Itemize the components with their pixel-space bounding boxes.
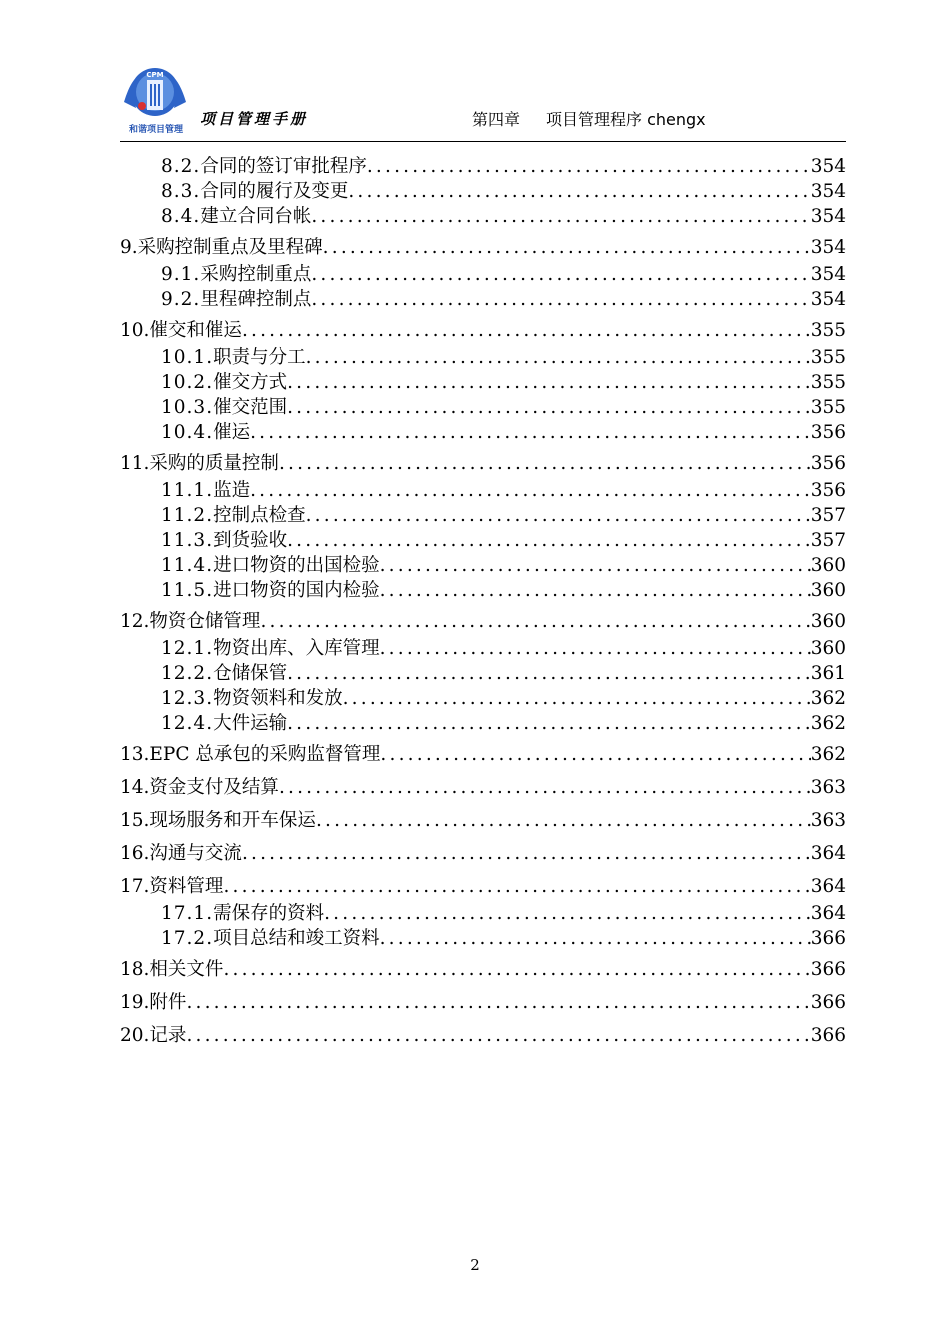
- toc-leader-dots: [260, 608, 810, 636]
- toc-entry-title: 里程碑控制点: [200, 289, 312, 310]
- toc-entry[interactable]: [120, 636, 846, 661]
- toc-entry-page: 360: [810, 555, 846, 576]
- toc-leader-dots: [348, 179, 810, 204]
- toc-entry-title: 合同的履行及变更: [200, 181, 349, 202]
- toc-entry-title: 现场服务和开车保运: [149, 810, 316, 831]
- toc-entry-page: 360: [810, 638, 846, 659]
- toc-entry-title: 监造: [213, 480, 251, 501]
- toc-leader-dots: [287, 711, 811, 736]
- toc-entry-page: 354: [810, 206, 846, 227]
- toc-entry-number: 8.3.: [161, 181, 201, 202]
- toc-entry-number: 17.1.: [161, 903, 214, 924]
- toc-leader-dots: [380, 926, 811, 951]
- toc-leader-dots: [287, 395, 811, 420]
- toc-entry-number: 10.4.: [161, 422, 214, 443]
- toc-entry-number: 16.: [120, 843, 150, 864]
- toc-entry[interactable]: [120, 287, 846, 312]
- toc-entry-page: 357: [810, 505, 846, 526]
- toc-entry-title: 物资领料和发放: [213, 688, 343, 709]
- toc-leader-dots: [242, 317, 811, 345]
- chapter-number: 第四章: [472, 110, 521, 129]
- chapter-title: 项目管理程序 chengx: [546, 110, 706, 129]
- toc-entry-page: 366: [810, 992, 846, 1013]
- toc-entry[interactable]: [120, 661, 846, 686]
- toc-entry-title: 到货验收: [213, 530, 288, 551]
- toc-entry[interactable]: [120, 503, 846, 528]
- toc-leader-dots: [306, 345, 811, 370]
- toc-entry-title: 沟通与交流: [149, 843, 242, 864]
- toc-entry[interactable]: [120, 1022, 846, 1050]
- chapter-heading: [472, 107, 706, 130]
- toc-entry-page: 366: [810, 959, 846, 980]
- toc-leader-dots: [311, 204, 810, 229]
- toc-entry-title: 控制点检查: [213, 505, 306, 526]
- toc-entry-number: 10.2.: [161, 372, 214, 393]
- toc-entry-number: 18.: [120, 959, 150, 980]
- toc-entry[interactable]: [120, 317, 846, 345]
- toc-leader-dots: [311, 262, 810, 287]
- toc-entry-title: 进口物资的国内检验: [213, 580, 380, 601]
- toc-entry-page: 366: [810, 928, 846, 949]
- toc-leader-dots: [186, 989, 810, 1017]
- toc-leader-dots: [343, 686, 811, 711]
- toc-entry-number: 10.1.: [161, 347, 214, 368]
- toc-entry-title: 需保存的资料: [213, 903, 325, 924]
- toc-entry-title: 资金支付及结算: [149, 777, 279, 798]
- toc-entry-page: 356: [810, 453, 846, 474]
- toc-entry[interactable]: [120, 450, 846, 478]
- toc-entry-title: 催运: [213, 422, 251, 443]
- toc-entry-title: 仓储保管: [213, 663, 288, 684]
- toc-entry[interactable]: [120, 528, 846, 553]
- toc-entry-title: 采购控制重点及里程碑: [137, 237, 323, 258]
- toc-leader-dots: [380, 636, 811, 661]
- toc-entry-number: 19.: [120, 992, 150, 1013]
- toc-entry-title: 大件运输: [213, 713, 288, 734]
- toc-entry-title: 资料管理: [149, 876, 224, 897]
- toc-leader-dots: [287, 661, 811, 686]
- logo-caption: 和谐项目管理: [128, 125, 183, 135]
- toc-entry-title: 采购的质量控制: [149, 453, 279, 474]
- toc-entry-page: 360: [810, 611, 846, 632]
- toc-leader-dots: [186, 1022, 810, 1050]
- toc-entry-number: 10.: [120, 320, 150, 341]
- toc-entry-number: 8.2.: [161, 156, 201, 177]
- manual-name: 项目管理手册: [200, 110, 309, 128]
- toc-entry-number: 9.2.: [161, 289, 201, 310]
- toc-entry-number: 9.1.: [161, 264, 201, 285]
- toc-entry-page: 362: [810, 688, 846, 709]
- toc-entry-number: 12.4.: [161, 713, 214, 734]
- toc-entry-number: 15.: [120, 810, 150, 831]
- toc-entry-number: 9.: [120, 237, 138, 258]
- toc-entry-number: 17.2.: [161, 928, 214, 949]
- toc-entry[interactable]: [120, 989, 846, 1017]
- toc-entry-title: 进口物资的出国检验: [213, 555, 380, 576]
- toc-entry-title: 附件: [149, 992, 187, 1013]
- toc-entry[interactable]: [120, 840, 846, 868]
- toc-entry-number: 13.: [120, 744, 150, 765]
- toc-entry[interactable]: [120, 478, 846, 503]
- toc-entry-title: 采购控制重点: [200, 264, 312, 285]
- toc-entry-page: 355: [810, 347, 846, 368]
- toc-entry[interactable]: [120, 807, 846, 835]
- toc-entry-number: 11.4.: [161, 555, 214, 576]
- toc-leader-dots: [250, 478, 811, 503]
- toc-entry-page: 355: [810, 320, 846, 341]
- toc-entry-title: 物资仓储管理: [149, 611, 261, 632]
- toc-entry-page: 357: [810, 530, 846, 551]
- toc-entry-page: 366: [810, 1025, 846, 1046]
- toc-entry[interactable]: [120, 154, 846, 179]
- toc-leader-dots: [223, 873, 810, 901]
- toc-entry-page: 363: [810, 810, 846, 831]
- toc-entry-number: 10.3.: [161, 397, 214, 418]
- toc-leader-dots: [311, 287, 810, 312]
- toc-entry[interactable]: [120, 711, 846, 736]
- toc-entry-page: 354: [810, 237, 846, 258]
- toc-entry[interactable]: [120, 956, 846, 984]
- toc-entry-page: 356: [810, 480, 846, 501]
- page-number: 2: [470, 1256, 480, 1274]
- toc-entry-title: 建立合同台帐: [200, 206, 312, 227]
- toc-entry-title: 相关文件: [149, 959, 224, 980]
- toc-entry-number: 12.2.: [161, 663, 214, 684]
- toc-entry[interactable]: [120, 262, 846, 287]
- toc-entry[interactable]: [120, 370, 846, 395]
- toc-entry[interactable]: [120, 234, 846, 262]
- toc-leader-dots: [242, 840, 811, 868]
- toc-leader-dots: [306, 503, 811, 528]
- toc-entry-page: 354: [810, 289, 846, 310]
- toc-entry-title: 项目总结和竣工资料: [213, 928, 380, 949]
- toc-entry-title: EPC 总承包的采购监督管理: [149, 744, 381, 765]
- toc-leader-dots: [223, 956, 810, 984]
- toc-entry[interactable]: [120, 741, 846, 769]
- toc-entry[interactable]: [120, 420, 846, 445]
- logo-badge: CPM: [146, 71, 164, 79]
- toc-entry-page: 354: [810, 264, 846, 285]
- toc-entry[interactable]: [120, 395, 846, 420]
- toc-entry-page: 356: [810, 422, 846, 443]
- table-of-contents: [120, 154, 846, 1050]
- toc-entry-page: 360: [810, 580, 846, 601]
- toc-entry-page: 354: [810, 156, 846, 177]
- toc-entry[interactable]: [120, 578, 846, 603]
- toc-entry-number: 12.1.: [161, 638, 214, 659]
- toc-entry-page: 364: [810, 843, 846, 864]
- toc-entry-number: 20.: [120, 1025, 150, 1046]
- toc-entry-number: 12.: [120, 611, 150, 632]
- toc-entry-number: 17.: [120, 876, 150, 897]
- toc-leader-dots: [380, 578, 811, 603]
- toc-leader-dots: [380, 741, 810, 769]
- toc-leader-dots: [287, 370, 811, 395]
- toc-leader-dots: [316, 807, 811, 835]
- toc-entry[interactable]: [120, 873, 846, 901]
- toc-entry-title: 合同的签订审批程序: [200, 156, 367, 177]
- toc-entry-number: 8.4.: [161, 206, 201, 227]
- toc-entry-number: 11.1.: [161, 480, 214, 501]
- toc-entry-title: 催交和催运: [149, 320, 242, 341]
- toc-entry-page: 354: [810, 181, 846, 202]
- toc-entry-number: 14.: [120, 777, 150, 798]
- toc-leader-dots: [250, 420, 811, 445]
- toc-entry-page: 364: [810, 903, 846, 924]
- toc-entry[interactable]: [120, 608, 846, 636]
- toc-entry-page: 355: [810, 372, 846, 393]
- toc-entry[interactable]: [120, 686, 846, 711]
- toc-entry[interactable]: [120, 204, 846, 229]
- toc-entry-title: 催交范围: [213, 397, 288, 418]
- toc-entry-page: 362: [810, 713, 846, 734]
- toc-entry-number: 12.3.: [161, 688, 214, 709]
- toc-leader-dots: [324, 901, 811, 926]
- toc-entry[interactable]: [120, 179, 846, 204]
- toc-entry[interactable]: [120, 553, 846, 578]
- toc-entry-page: 363: [810, 777, 846, 798]
- toc-leader-dots: [323, 234, 811, 262]
- toc-leader-dots: [287, 528, 811, 553]
- toc-entry-title: 物资出库、入库管理: [213, 638, 380, 659]
- toc-entry[interactable]: [120, 774, 846, 802]
- toc-leader-dots: [367, 154, 811, 179]
- toc-entry-page: 364: [810, 876, 846, 897]
- header-rule: [120, 141, 846, 142]
- toc-entry-number: 11.: [120, 453, 150, 474]
- toc-entry-number: 11.5.: [161, 580, 214, 601]
- toc-leader-dots: [279, 450, 811, 478]
- toc-entry-page: 362: [810, 744, 846, 765]
- toc-leader-dots: [380, 553, 811, 578]
- toc-entry-page: 355: [810, 397, 846, 418]
- toc-entry-title: 记录: [149, 1025, 187, 1046]
- toc-entry-number: 11.2.: [161, 505, 214, 526]
- toc-entry[interactable]: [120, 926, 846, 951]
- toc-leader-dots: [279, 774, 811, 802]
- toc-entry-title: 催交方式: [213, 372, 288, 393]
- page-header: [120, 62, 846, 142]
- toc-entry[interactable]: [120, 345, 846, 370]
- toc-entry-page: 361: [810, 663, 846, 684]
- toc-entry-number: 11.3.: [161, 530, 214, 551]
- toc-entry-title: 职责与分工: [213, 347, 306, 368]
- toc-entry[interactable]: [120, 901, 846, 926]
